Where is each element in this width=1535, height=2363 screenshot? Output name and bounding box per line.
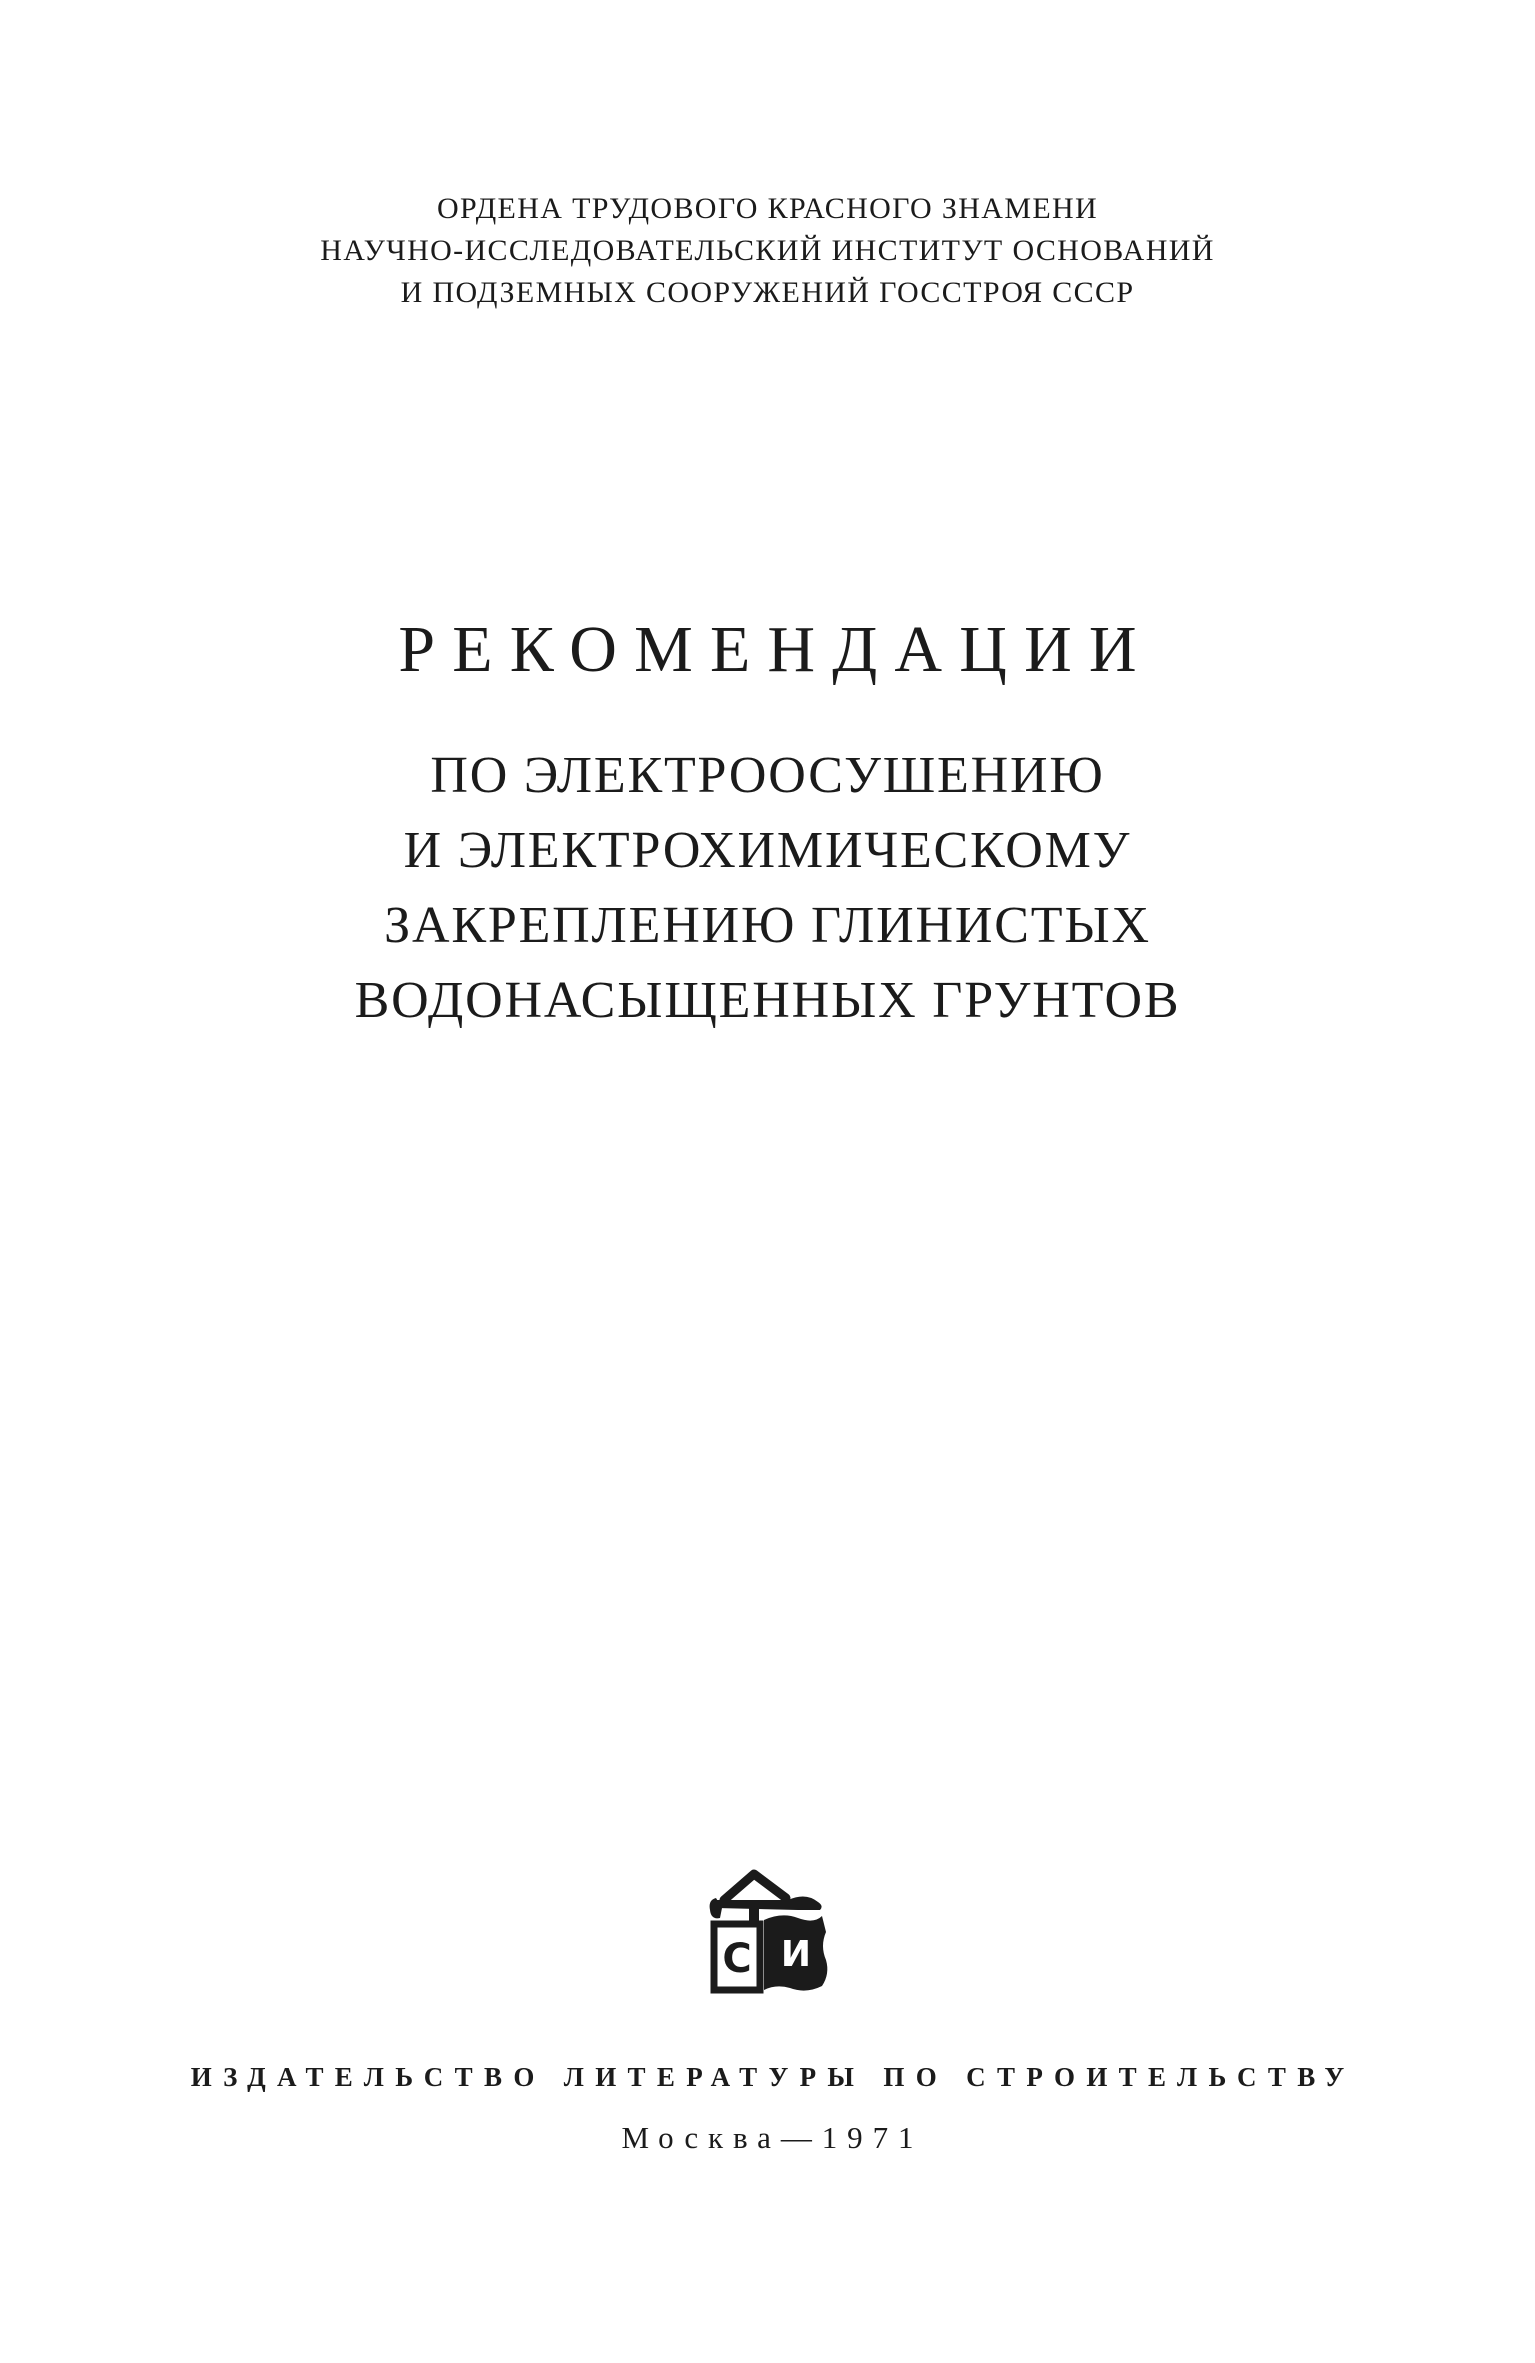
city-year-imprint: Москва—1971: [621, 2120, 924, 2155]
institute-line: НАУЧНО-ИССЛЕДОВАТЕЛЬСКИЙ ИНСТИТУТ ОСНОВАНИЙ: [320, 234, 1215, 267]
subtitle-line: И ЭЛЕКТРОХИМИЧЕСКОМУ: [403, 822, 1132, 879]
stroyizdat-logo: [702, 1862, 834, 2004]
publisher-imprint: ИЗДАТЕЛЬСТВО ЛИТЕРАТУРЫ ПО СТРОИТЕЛЬСТВУ: [190, 2062, 1356, 2092]
institute-header: [0, 188, 1535, 314]
subtitle-line: ПО ЭЛЕКТРООСУШЕНИЮ: [430, 747, 1105, 804]
logo-letter-i: И: [780, 1934, 811, 1975]
book-subtitle: [0, 738, 1535, 1038]
publisher-emblem-icon: [702, 1862, 834, 2004]
institute-line: ОРДЕНА ТРУДОВОГО КРАСНОГО ЗНАМЕНИ: [436, 192, 1099, 225]
subtitle-line: ЗАКРЕПЛЕНИЮ ГЛИНИСТЫХ: [384, 897, 1151, 954]
book-title: РЕКОМЕНДАЦИИ: [398, 613, 1154, 686]
subtitle-line: ВОДОНАСЫЩЕННЫХ ГРУНТОВ: [354, 972, 1181, 1029]
crane-truss: [724, 1874, 786, 1900]
institute-line: И ПОДЗЕМНЫХ СООРУЖЕНИЙ ГОССТРОЯ СССР: [400, 276, 1135, 309]
logo-letter-s: С: [721, 1936, 752, 1982]
